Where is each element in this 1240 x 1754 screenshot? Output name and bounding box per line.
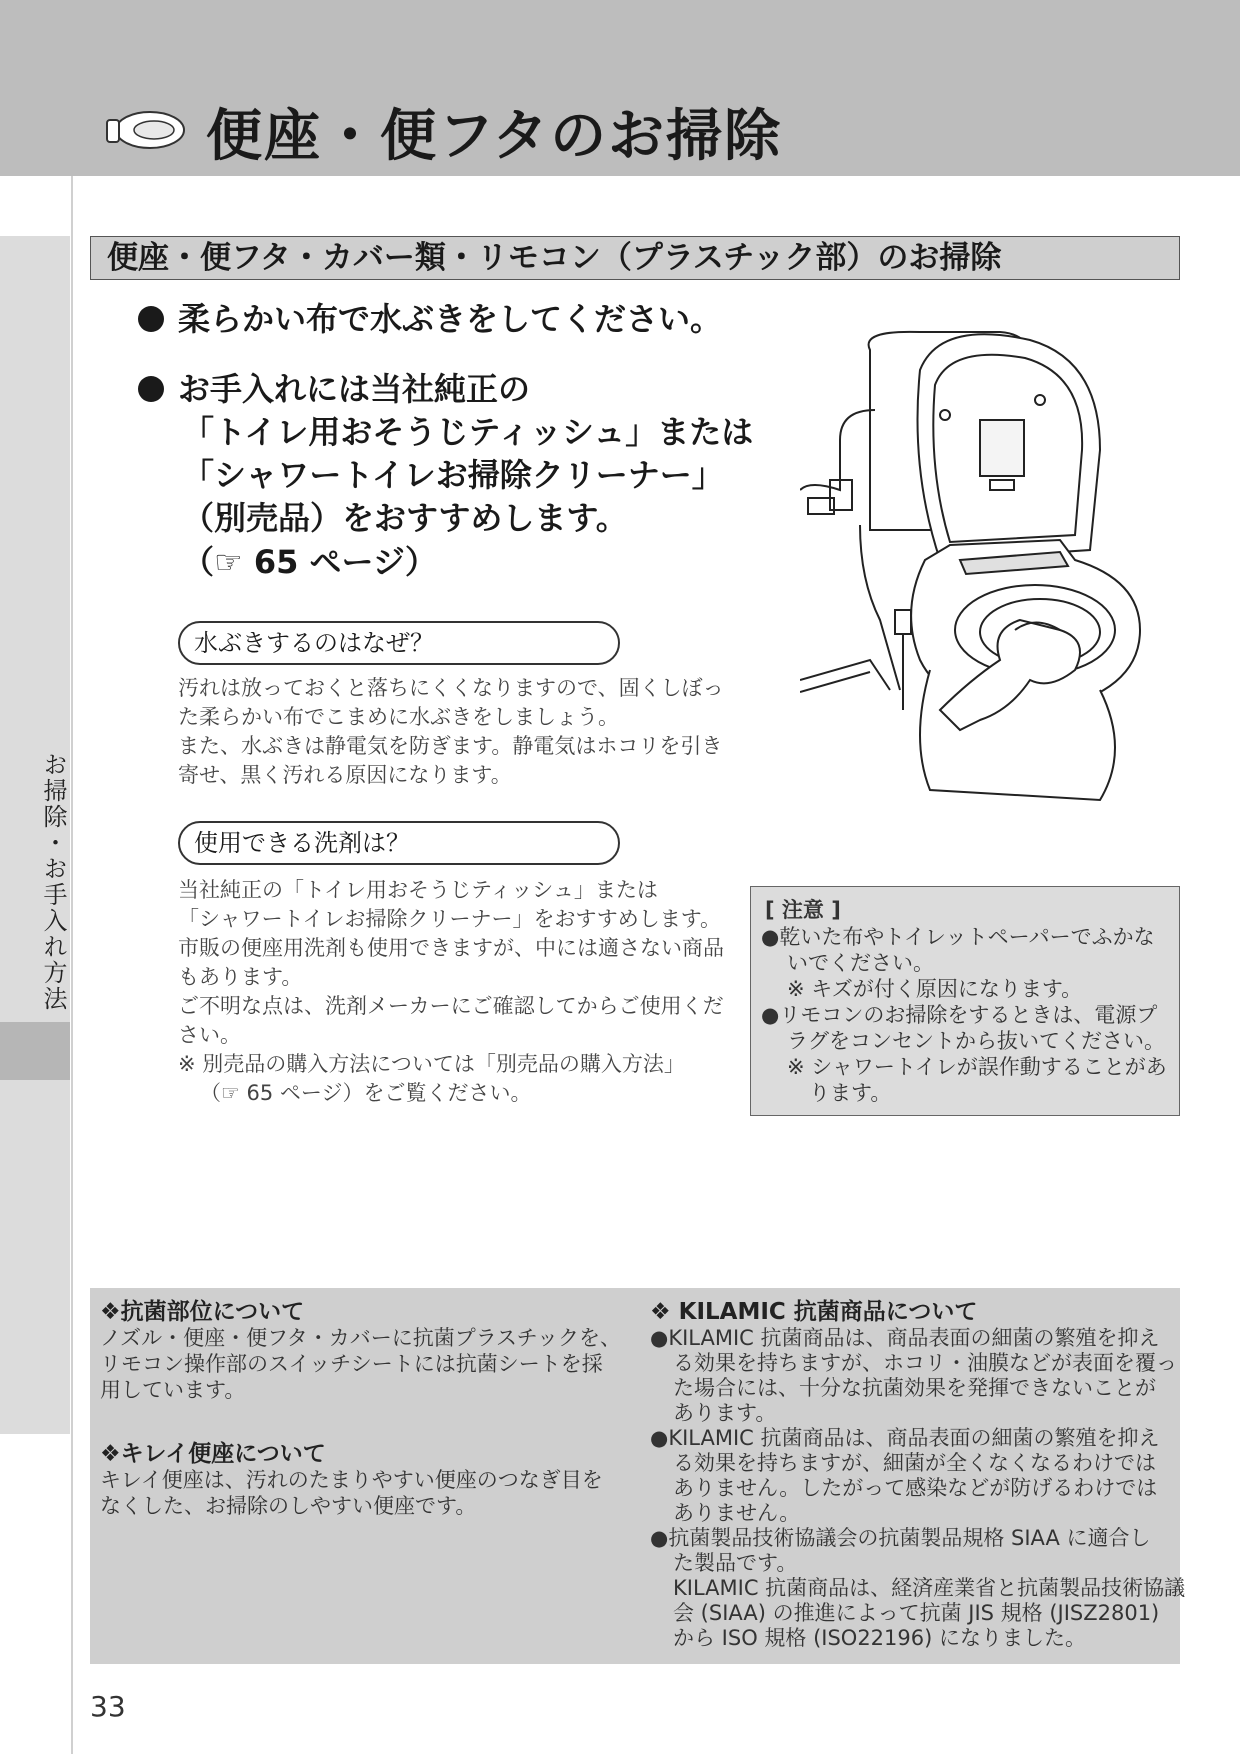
detergent-text: 「シャワートイレお掃除クリーナー」をおすすめします。	[178, 907, 722, 931]
detergent-text: ご不明な点は、洗剤メーカーにご確認してからご使用くだ	[178, 994, 724, 1018]
info-box	[90, 1288, 1186, 1664]
bullet-dot-icon	[138, 306, 164, 332]
detergent-text: さい。	[178, 1023, 241, 1047]
kilamic-title: ❖ KILAMIC 抗菌商品について	[650, 1299, 978, 1325]
toilet-cleaning-illustration	[800, 330, 1180, 810]
caution-note: ※ キズが付く原因になります。	[787, 977, 1083, 1001]
bullet-recommend-line: 「シャワートイレお掃除クリーナー」	[182, 456, 724, 494]
page-title: 便座・便フタのお掃除	[206, 104, 783, 169]
bullet-wipe-text: 柔らかい布で水ぶきをしてください。	[178, 300, 723, 338]
question-why-wipe: 水ぶきするのはなぜ？	[178, 621, 620, 665]
kilamic-text: ●KILAMIC 抗菌商品は、商品表面の細菌の繁殖を抑え	[650, 1426, 1160, 1450]
page-reference: （☞ 65 ページ）	[182, 543, 437, 581]
kilamic-text: ●抗菌製品技術協議会の抗菌製品規格 SIAA に適合し	[650, 1526, 1151, 1550]
section-heading: 便座・便フタ・カバー類・リモコン（プラスチック部）のお掃除	[90, 236, 1180, 280]
kilamic-text: あります。	[673, 1401, 777, 1425]
bullet-recommend-line: 「トイレ用おそうじティッシュ」または	[182, 413, 754, 451]
bullet-recommend-line: （別売品）をおすすめします。	[182, 499, 628, 537]
kilamic-text: る効果を持ちますが、ホコリ・油膜などが表面を覆っ	[673, 1351, 1177, 1375]
clean-seat-text: なくした、お掃除のしやすい便座です。	[100, 1494, 477, 1518]
caution-item: ラグをコンセントから抜いてください。	[787, 1029, 1165, 1053]
kilamic-text: ありません。	[673, 1501, 801, 1525]
kilamic-text: 会 (SIAA) の推進によって抗菌 JIS 規格 (JISZ2801)	[673, 1601, 1160, 1625]
kilamic-text: た製品です。	[673, 1551, 798, 1575]
why-wipe-text: 寄せ、黒く汚れる原因になります。	[178, 763, 512, 787]
kilamic-text: から ISO 規格 (ISO22196) になりました。	[673, 1626, 1086, 1650]
side-tab-label: お掃除・お手入れ方法	[39, 752, 67, 1012]
caution-note: ります。	[809, 1081, 892, 1105]
detergent-text: 当社純正の「トイレ用おそうじティッシュ」または	[178, 878, 658, 902]
caution-note: ※ シャワートイレが誤作動することがあ	[787, 1055, 1167, 1079]
caution-item: ●リモコンのお掃除をするときは、電源プ	[761, 1003, 1158, 1027]
bullet-recommend-text: お手入れには当社純正の	[178, 370, 531, 408]
kilamic-text: る効果を持ちますが、細菌が全くなくなるわけでは	[673, 1451, 1156, 1475]
kilamic-text: ありません。したがって感染などが防げるわけでは	[673, 1476, 1158, 1500]
antibacterial-text: リモコン操作部のスイッチシートには抗菌シートを採	[100, 1352, 603, 1376]
toilet-seat-icon	[104, 104, 186, 154]
antibacterial-title: ❖抗菌部位について	[100, 1299, 305, 1325]
kilamic-text: ●KILAMIC 抗菌商品は、商品表面の細菌の繁殖を抑え	[650, 1326, 1160, 1350]
caution-title: [ 注意 ]	[765, 898, 841, 922]
clean-seat-title: ❖キレイ便座について	[100, 1441, 326, 1467]
bullet-dot-icon	[138, 376, 164, 402]
why-wipe-text: た柔らかい布でこまめに水ぶきをしましょう。	[178, 705, 619, 729]
why-wipe-text: 汚れは放っておくと落ちにくくなりますので、固くしぼっ	[178, 676, 724, 700]
caution-item: ●乾いた布やトイレットペーパーでふかな	[761, 925, 1155, 949]
side-rail-mark	[0, 1022, 70, 1080]
detergent-text: 市販の便座用洗剤も使用できますが、中には適さない商品	[178, 936, 724, 960]
kilamic-text: KILAMIC 抗菌商品は、経済産業省と抗菌製品技術協議	[673, 1576, 1186, 1600]
detergent-text: （☞ 65 ページ）をご覧ください。	[200, 1081, 532, 1105]
caution-box	[750, 886, 1180, 1116]
rail-divider	[71, 176, 73, 1754]
bullet-wipe	[138, 298, 722, 341]
kilamic-text: た場合には、十分な抗菌効果を発揮できないことが	[673, 1376, 1156, 1400]
bullet-recommend	[138, 368, 530, 411]
why-wipe-text: また、水ぶきは静電気を防ぎます。静電気はホコリを引き	[178, 734, 723, 758]
question-detergent: 使用できる洗剤は？	[178, 821, 620, 865]
page-number: 33	[90, 1690, 126, 1723]
detergent-text: ※ 別売品の購入方法については「別売品の購入方法」	[178, 1052, 685, 1076]
clean-seat-text: キレイ便座は、汚れのたまりやすい便座のつなぎ目を	[100, 1468, 603, 1492]
detergent-text: もあります。	[178, 965, 303, 989]
antibacterial-text: ノズル・便座・便フタ・カバーに抗菌プラスチックを、	[100, 1326, 622, 1350]
antibacterial-text: 用しています。	[100, 1378, 246, 1402]
caution-item: いでください。	[787, 951, 934, 975]
